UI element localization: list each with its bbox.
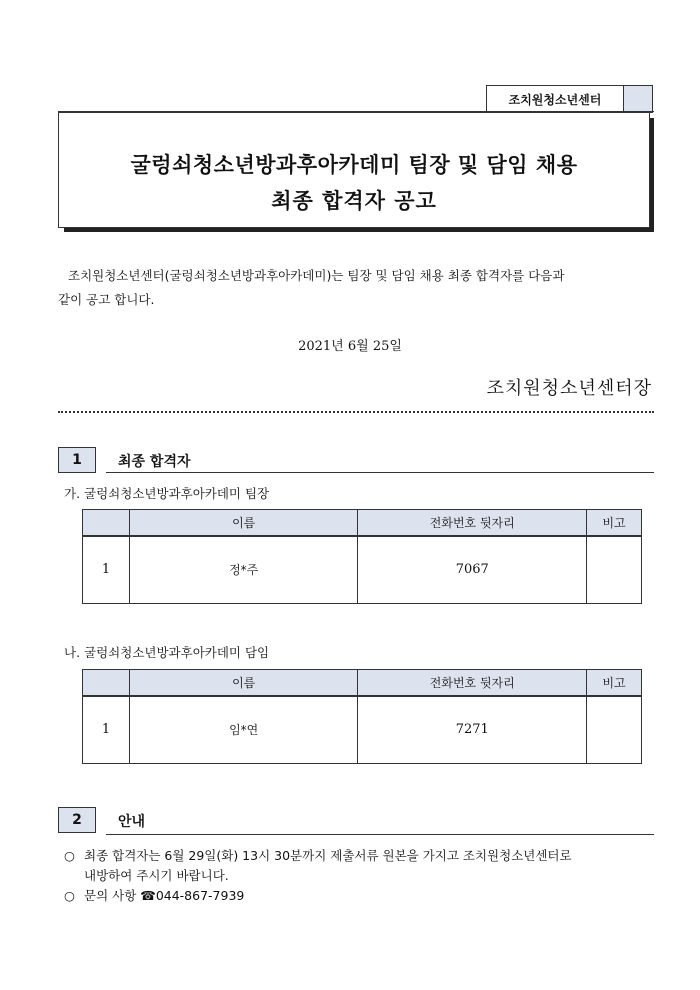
title-shadow-right <box>650 118 654 232</box>
col-header-phone: 전화번호 뒷자리 <box>358 670 587 696</box>
cell-no: 1 <box>83 696 130 764</box>
col-header-phone: 전화번호 뒷자리 <box>358 510 587 536</box>
cell-note <box>587 696 642 764</box>
cell-name: 임*연 <box>129 696 358 764</box>
table-row <box>83 536 642 604</box>
group-1-subhead: 가. 굴렁쇠청소년방과후아카데미 팀장 <box>64 486 270 501</box>
title-shadow-bottom <box>64 228 654 232</box>
page-title: 굴렁쇠청소년방과후아카데미 팀장 및 담임 채용 <box>130 153 578 177</box>
cell-phone: 7271 <box>358 696 587 764</box>
section-2-rule <box>106 834 654 835</box>
col-header-note: 비고 <box>587 670 642 696</box>
org-tag-accent <box>624 85 653 113</box>
section-1-title: 최종 합격자 <box>118 454 191 470</box>
section-2-title: 안내 <box>118 814 146 830</box>
info-item-1 <box>64 846 572 864</box>
announcement-date: 2021년 6월 25일 <box>298 339 402 354</box>
cell-note <box>587 536 642 604</box>
info-item-1-text: 최종 합격자는 6월 29일(화) 13시 30분까지 제출서류 원본을 가지고 조치원청소년센터로 <box>84 848 572 863</box>
col-header-name: 이름 <box>129 510 358 536</box>
title-box <box>58 112 650 228</box>
col-header-note: 비고 <box>587 510 642 536</box>
group-2-subhead: 나. 굴렁쇠청소년방과후아카데미 담임 <box>64 645 270 660</box>
col-header-name: 이름 <box>129 670 358 696</box>
col-header-no <box>83 670 130 696</box>
info-item-1-cont: 내방하여 주시기 바랍니다. <box>84 868 229 883</box>
homeroom-teacher-table <box>82 669 642 764</box>
cell-no: 1 <box>83 536 130 604</box>
org-tag: 조치원청소년센터 <box>486 85 624 113</box>
page-subtitle: 최종 합격자 공고 <box>271 189 437 213</box>
table-header-row <box>83 670 642 696</box>
cell-phone: 7067 <box>358 536 587 604</box>
bullet-icon: ○ <box>64 888 75 903</box>
bullet-icon: ○ <box>64 848 75 863</box>
intro-text-line2: 같이 공고 합니다. <box>58 292 155 307</box>
section-1-rule <box>106 472 654 473</box>
info-item-2 <box>64 886 244 904</box>
signer: 조치원청소년센터장 <box>486 378 652 399</box>
contact-info: 문의 사항 ☎044-867-7939 <box>84 888 245 903</box>
section-1-number: 1 <box>58 447 96 473</box>
col-header-no <box>83 510 130 536</box>
table-header-row <box>83 510 642 536</box>
cell-name: 정*주 <box>129 536 358 604</box>
intro-text-line1: 조치원청소년센터(굴렁쇠청소년방과후아카데미)는 팀장 및 담임 채용 최종 합격자를 다음과 <box>68 268 565 283</box>
team-leader-table <box>82 509 642 604</box>
table-row <box>83 696 642 764</box>
section-2-number: 2 <box>58 807 96 833</box>
dotted-divider <box>58 411 654 413</box>
